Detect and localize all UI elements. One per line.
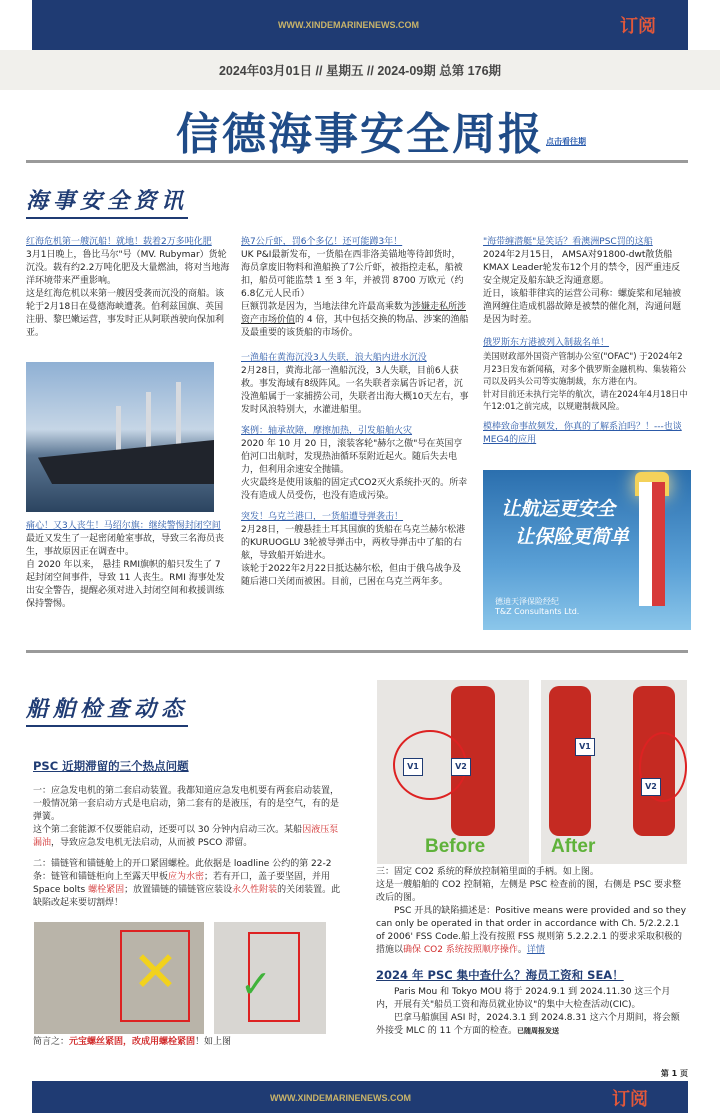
issue-date-line: 2024年03月01日 // 星期五 // 2024-09期 总第 176期 [218, 64, 502, 78]
article-text: 2月28日，黄海北部一渔船沉没，3人失联，目前6人获救。事发海域有8级阵风。一名失联者亲属告诉记者，沉没渔船属于一家捕捞公司，失联者出海大概10天左右，事发时风浪特别大，水灌进船里。 [241, 366, 469, 415]
article-text: 3月1日晚上，鲁比马尔"号（MV. Rubymar）货轮沉没。载有约2.2万吨化肥及大量燃油，将对当地海洋环境带来严重影响。 [26, 250, 230, 286]
news-column-3 [483, 236, 689, 447]
article-title[interactable]: 俄罗斯东方港被列入制裁名单！ [483, 338, 610, 348]
text-segment: 这个第二套能源不仅要能启动，还要可以 30 分钟内启动三次。某船 [33, 825, 303, 835]
text-segment: ；若有开口，盖子要坚固，并用 Space bolts [33, 872, 331, 895]
article-text [376, 1012, 688, 1038]
highlighted-text: 确保 CO2 系统按照顺序操作 [403, 945, 518, 955]
article-text: 2024年2月15日， AMSA对91800-dwt散货船KMAX Leader轮发布12个月的禁令，因严重违反安全规定及船东缺乏沟通意愿。 [483, 250, 681, 286]
inspection-column-right [376, 866, 688, 1038]
valve-label: V1 [575, 738, 595, 756]
text-segment: 简言之： [33, 1037, 70, 1047]
page-number: 第 1 页 [660, 1069, 688, 1078]
insurance-advert[interactable] [483, 470, 691, 630]
article-title[interactable]: "海带缠潜艇"是笑话？看澳洲PSC罚的这船 [483, 237, 653, 247]
anchor-plate-after-photo [214, 922, 326, 1034]
article-text: Paris Mou 和 Tokyo MOU 将于 2024.9.1 到 2024.11.30 这三个月内，开展有关"船员工资和海员就业协议"的集中大检查活动(CIC)。 [376, 987, 671, 1010]
top-banner [32, 0, 688, 50]
details-link[interactable]: 详情 [526, 945, 545, 955]
article-text: 美国财政部外国资产管制办公室("OFAC") 于2024年2月23日发布新闻稿，对多个俄罗斯金融机构、集装箱公司以及码头公司等实施制裁，东方港在内。 [483, 351, 687, 386]
inspection-column-left [33, 760, 345, 910]
check-mark-icon: ✓ [240, 962, 272, 1006]
text-segment: ，导致应急发电机无法启动，从而被 PSCO 滞留。 [51, 838, 253, 848]
masthead [0, 98, 720, 162]
article-title[interactable]: 模棒致命事故频发，你真的了解系泊吗？！---也谈MEG4的应用 [483, 421, 682, 445]
article-text: 该轮于2022年2月22日抵达赫尔松，但由于俄乌战争及随后港口关闭而被困。目前，已困在乌克兰两年多。 [241, 564, 462, 587]
highlighted-text: 元宝螺丝紧固，改成用螺栓紧固 [69, 1037, 196, 1047]
valve-label: V2 [641, 778, 661, 796]
text-segment: 的关闭装置。此缺陷改起来要切割焊！ [33, 885, 341, 908]
article-text: 一：应急发电机的第二套启动装置。我都知道应急发电机要有两套启动装置，一般情况第一套启动方式是电启动，第二套有的是液压，有的是空气，有的是弹簧。 [33, 786, 340, 822]
text-segment: PSC 开具的缺陷描述是：Positive means were provided and so they can only be operated in that order in accordance with Ch. 5/2.2.2.1 of 2006' FSS Code.船上没有按照 FSS 规则第 5.2.2.2.1 的要求采取积极的措施以 [376, 906, 687, 955]
article-text [33, 824, 345, 850]
article-text: 三：固定 CO2 系统的释放控制箱里面的手柄。如上图。 [376, 867, 599, 877]
newsletter-title: 信德海事安全周报 [176, 109, 544, 160]
date-band [0, 50, 720, 90]
highlighted-text: 永久性附装 [232, 885, 278, 895]
text-segment: 。 [517, 945, 527, 955]
divider [26, 160, 688, 163]
article-text: 2020 年 10 月 20 日，滚装客轮"赫尔之傲"号在英国亨伯河口出航时，发现热油循环泵附近起火。随后失去电力，但利用余速安全抛锚。 [241, 439, 463, 475]
lighthouse-icon [639, 482, 665, 606]
article-title[interactable]: 红海危机第一艘沉船！就地！载着2万多吨化肥 [26, 237, 212, 247]
article-text: 火灾最终是使用该船的固定式CO2灭火系统扑灭的。所幸没有造成人员受伤，也没有造成污染。 [241, 478, 468, 501]
valve-label: V2 [451, 758, 471, 776]
photo-caption [33, 1036, 353, 1049]
attachment-note: 已随周报发送 [516, 1027, 559, 1035]
article-text: UK P&I最新发布，一货船在西非洛美锚地等待卸货时，海员拿废旧物料和渔船换了7公斤虾，被指控走私，船被扣，船员可能监禁 1 至 3 年，并被罚 8700 万欧元（约6.8亿元人民币） [241, 250, 464, 299]
article-text: 这是红海危机以来第一艘因受袭而沉没的商船。该轮于2月18日在曼德海峡遭袭。伯利兹国旗、英国注册、黎巴嫩运营，事发时正从阿联酋驶向保加利亚。 [26, 289, 225, 338]
article-text [33, 858, 345, 910]
past-issues-link[interactable]: 点击看往期 [546, 137, 586, 146]
news-column-2 [241, 236, 469, 589]
text-segment: 巴拿马船旗国 ASI 时，2024.3.1 到 2024.8.31 这六个月期间，将会额外接受 MLC 的 11 个方面的检查。 [376, 1013, 680, 1036]
psc-hotspots-title[interactable]: PSC 近期滞留的三个热点问题 [33, 759, 189, 773]
highlighted-text: 螺栓紧固 [88, 885, 125, 895]
article-text: 自 2020 年以来， 悬挂 RMI旗帜的船只发生了 7 起封闭空间事件，导致 11 人丧生。RMI 海事处发出安全警告，提醒必须对进入封闭空间和救援训练保持警惕。 [26, 560, 225, 609]
wrong-x-icon: ✕ [132, 940, 179, 1005]
footer-banner [32, 1081, 688, 1113]
article-text: 这是一艘船舶的 CO2 控制箱，左侧是 PSC 检查前的图，右侧是 PSC 要求整改后的图。 [376, 880, 682, 903]
article-text: 针对目前还未执行完毕的航次，请在2024年4月18日中午12:01之前完成，以规避制裁风险。 [483, 388, 688, 411]
advert-company-cn: 德迪天泽保险经纪 [495, 597, 559, 606]
subscribe-link[interactable]: 订阅 [612, 1089, 648, 1110]
website-link[interactable]: WWW.XINDEMARINENEWS.COM [278, 20, 419, 30]
article-text: 最近又发生了一起密闭舱室事故，导致三名海员丧生，事故原因正在调查中。 [26, 534, 225, 557]
text-segment: 的 4 倍，其中包括交换的物品、涉案的渔船及最重要的该货船的市场价。 [241, 315, 469, 338]
after-label: After [551, 836, 596, 857]
valve-label: V1 [403, 758, 423, 776]
psc-wages-title[interactable]: 2024 年 PSC 集中查什么？海员工资和 SEA！ [376, 968, 624, 982]
advert-company-en: T&Z Consultants Ltd. [495, 607, 580, 616]
text-segment: 巨额罚款是因为，当地法律允许最高乘数为 [241, 302, 413, 312]
underlined-text: 涉嫌走私所涉资产市场价值 [241, 302, 467, 325]
news-column-1b [26, 520, 230, 611]
website-link[interactable]: WWW.XINDEMARINENEWS.COM [270, 1093, 411, 1103]
text-segment: ！如上图 [195, 1037, 232, 1047]
article-title[interactable]: 突发！乌克兰港口，一货船遭导弹袭击！ [241, 512, 404, 522]
sinking-ship-photo [26, 362, 214, 512]
article-title[interactable]: 痛心！又3人丧生！马绍尔旗：继续警惕封闭空间 [26, 521, 221, 531]
article-title[interactable]: 案例：轴承故障，摩擦加热，引发船舶火灾 [241, 426, 413, 436]
divider [26, 650, 688, 653]
article-text [241, 301, 469, 340]
section-heading-inspection: 船舶检查动态 [26, 692, 188, 727]
news-column-1 [26, 236, 230, 340]
article-text: 近日，该船菲律宾的运营公司称：螺旋桨和尾轴被渔网缠住造成机器故障是被禁的催化剂，沟通问题是因为时差。 [483, 289, 682, 325]
subscribe-link[interactable]: 订阅 [620, 16, 656, 37]
anchor-plate-before-photo [34, 922, 204, 1034]
advert-slogan: 让保险更简单 [515, 526, 630, 548]
advert-logo [495, 596, 579, 616]
advert-slogan: 让航运更安全 [501, 498, 616, 520]
before-label: Before [425, 836, 486, 857]
article-text [376, 905, 688, 957]
highlighted-text: 应为水密 [168, 872, 205, 882]
text-segment: 二：锚链管和锚链舱上的开口紧固螺栓。此依据是 loadline 公约的第 22-2 条：链管和锚链柜向上至露天甲板 [33, 859, 332, 882]
section-heading-news: 海事安全资讯 [26, 184, 188, 219]
co2-handle-after-photo [541, 680, 687, 864]
article-title[interactable]: 换7公斤虾，罚6个多亿！还可能蹲3年！ [241, 237, 403, 247]
co2-handle-before-photo [377, 680, 529, 864]
text-segment: ；放置锚链的锚链管应装设 [124, 885, 233, 895]
article-text: 2月28日，一艘悬挂土耳其国旗的货船在乌克兰赫尔松港的KURUOGLU 3轮被导弹击中，两枚导弹击中了船的右舷，导致船开始进水。 [241, 525, 466, 561]
highlighted-text: 因液压泵漏油 [33, 825, 339, 848]
article-title[interactable]: 一渔船在黄海沉没3人失联，浪大船内进水沉没 [241, 353, 427, 363]
